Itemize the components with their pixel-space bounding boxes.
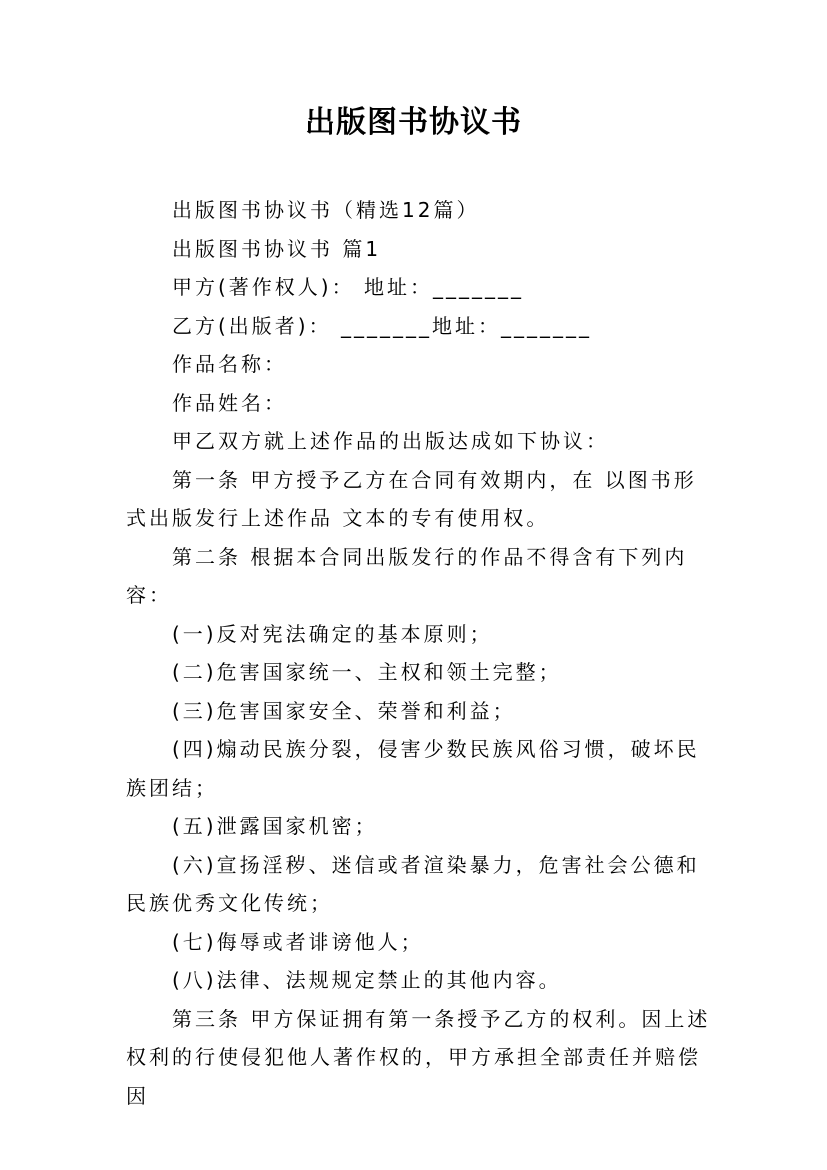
paragraph-item-3: (三)危害国家安全、荣誉和利益； xyxy=(172,698,516,723)
paragraph-article-3: 第三条 甲方保证拥有第一条授予乙方的权利。因上述权利的行使侵犯他人著作权的，甲方承担全部责任并赔偿因 xyxy=(126,1006,711,1108)
document-title: 出版图书协议书 xyxy=(305,105,522,140)
paragraph-subtitle: 出版图书协议书（精选12篇） xyxy=(172,198,480,222)
paragraph-item-4: (四)煽动民族分裂，侵害少数民族风俗习惯，破坏民族团结； xyxy=(126,737,700,800)
paragraph-article-2: 第二条 根据本合同出版发行的作品不得含有下列内容： xyxy=(126,544,688,607)
paragraph-party-a: 甲方(著作权人)： 地址：_______ xyxy=(172,275,524,299)
paragraph-item-6: (六)宣扬淫秽、迷信或者渲染暴力，危害社会公德和民族优秀文化传统； xyxy=(126,852,700,915)
paragraph-agreement-intro: 甲乙双方就上述作品的出版达成如下协议： xyxy=(172,429,609,453)
paragraph-section-heading: 出版图书协议书 篇1 xyxy=(172,236,382,261)
paragraph-work-author: 作品姓名： xyxy=(172,390,287,415)
paragraph-item-2: (二)危害国家统一、主权和领土完整； xyxy=(172,660,562,684)
paragraph-item-1: (一)反对宪法确定的基本原则； xyxy=(172,621,493,646)
paragraph-party-b: 乙方(出版者)： _______地址：_______ xyxy=(172,313,592,338)
paragraph-item-5: (五)泄露国家机密； xyxy=(172,814,378,838)
paragraph-item-7: (七)侮辱或者诽谤他人； xyxy=(172,929,424,954)
document-body xyxy=(126,191,716,1115)
paragraph-article-1: 第一条 甲方授予乙方在合同有效期内，在 以图书形式出版发行上述作品 文本的专有使用权。 xyxy=(126,467,697,530)
paragraph-work-name: 作品名称： xyxy=(172,352,287,376)
paragraph-item-8: (八)法律、法规规定禁止的其他内容。 xyxy=(172,968,562,992)
